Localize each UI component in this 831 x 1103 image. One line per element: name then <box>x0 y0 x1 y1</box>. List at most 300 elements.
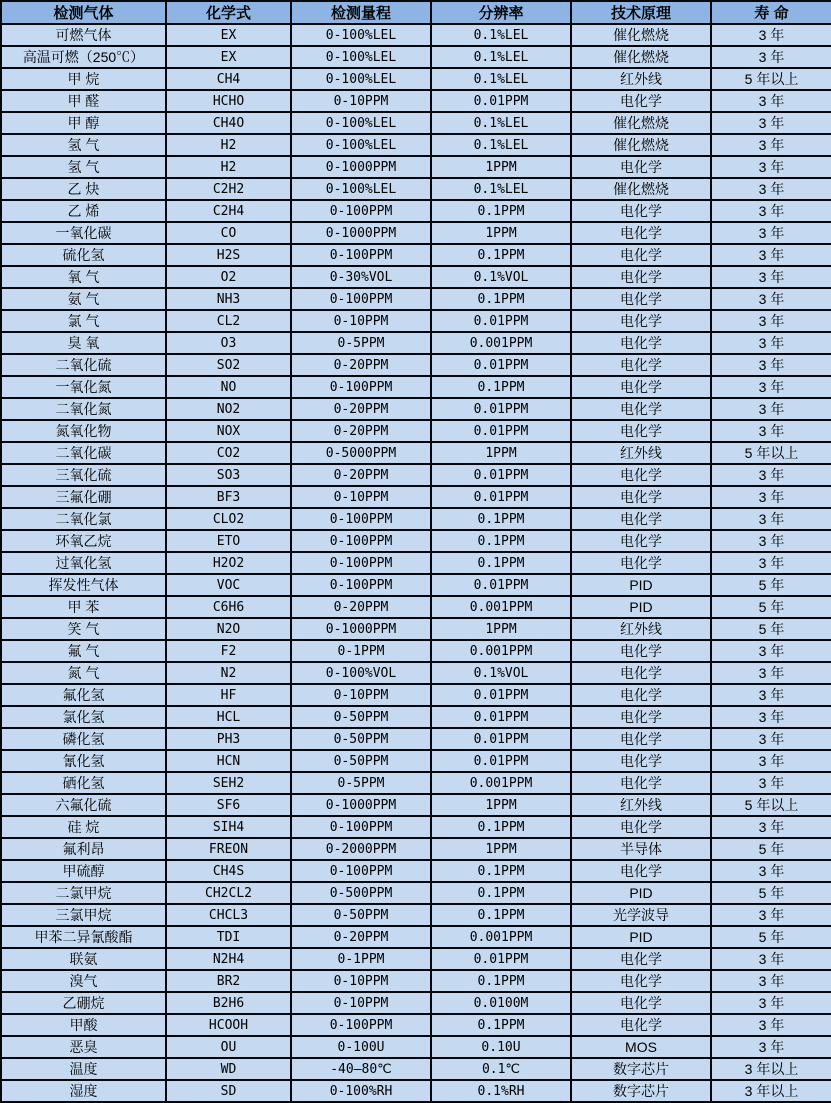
table-cell: 3 年 <box>711 398 831 420</box>
table-cell: 0.001PPM <box>431 332 571 354</box>
table-cell: 3 年 <box>711 266 831 288</box>
table-cell: 3 年以上 <box>711 1058 831 1080</box>
table-cell: 0-100U <box>291 1036 431 1058</box>
table-cell: 电化学 <box>571 420 711 442</box>
table-cell: 催化燃烧 <box>571 24 711 46</box>
table-cell: CLO2 <box>166 508 291 530</box>
table-row <box>1 772 831 794</box>
table-cell: H2S <box>166 244 291 266</box>
table-cell: O3 <box>166 332 291 354</box>
table-cell: 0-10PPM <box>291 684 431 706</box>
table-row <box>1 1036 831 1058</box>
table-cell: HCN <box>166 750 291 772</box>
table-cell: 0-100%LEL <box>291 178 431 200</box>
table-cell: 光学波导 <box>571 904 711 926</box>
table-cell: CO2 <box>166 442 291 464</box>
header-cell-3: 分辨率 <box>431 1 571 24</box>
table-cell: H2 <box>166 134 291 156</box>
table-cell: 0.001PPM <box>431 926 571 948</box>
table-cell: 0.1%LEL <box>431 68 571 90</box>
table-cell: TDI <box>166 926 291 948</box>
table-cell: 0-1PPM <box>291 948 431 970</box>
table-cell: 二氧化氮 <box>1 398 166 420</box>
table-cell: 3 年 <box>711 904 831 926</box>
table-row <box>1 552 831 574</box>
table-cell: 3 年 <box>711 310 831 332</box>
table-cell: 联氨 <box>1 948 166 970</box>
table-cell: 红外线 <box>571 618 711 640</box>
table-cell: 3 年 <box>711 222 831 244</box>
table-cell: N2O <box>166 618 291 640</box>
table-cell: 3 年 <box>711 90 831 112</box>
table-cell: 1PPM <box>431 794 571 816</box>
table-row <box>1 684 831 706</box>
table-cell: 0-100PPM <box>291 508 431 530</box>
table-cell: 电化学 <box>571 200 711 222</box>
table-cell: 氟 气 <box>1 640 166 662</box>
table-cell: 0.10U <box>431 1036 571 1058</box>
table-cell: 0.1%LEL <box>431 178 571 200</box>
table-cell: 0.1PPM <box>431 508 571 530</box>
table-cell: CH4O <box>166 112 291 134</box>
table-cell: 0-100PPM <box>291 244 431 266</box>
table-cell: 3 年 <box>711 46 831 68</box>
table-cell: 电化学 <box>571 464 711 486</box>
table-cell: 0.01PPM <box>431 420 571 442</box>
header-cell-5: 寿 命 <box>711 1 831 24</box>
table-cell: H2 <box>166 156 291 178</box>
table-cell: 溴气 <box>1 970 166 992</box>
table-row <box>1 904 831 926</box>
table-cell: MOS <box>571 1036 711 1058</box>
table-cell: CHCL3 <box>166 904 291 926</box>
table-row <box>1 244 831 266</box>
table-cell: 0-100%RH <box>291 1080 431 1102</box>
table-row <box>1 926 831 948</box>
table-cell: 3 年 <box>711 816 831 838</box>
table-body <box>1 24 831 1102</box>
table-cell: 0-20PPM <box>291 926 431 948</box>
table-cell: C2H4 <box>166 200 291 222</box>
table-cell: 0.1PPM <box>431 860 571 882</box>
table-row <box>1 640 831 662</box>
table-row <box>1 442 831 464</box>
table-cell: -40—80℃ <box>291 1058 431 1080</box>
table-cell: 3 年以上 <box>711 1080 831 1102</box>
table-cell: 六氟化硫 <box>1 794 166 816</box>
table-cell: 5 年以上 <box>711 442 831 464</box>
table-cell: 0.1%VOL <box>431 266 571 288</box>
table-cell: 0.1PPM <box>431 200 571 222</box>
table-cell: 0.1PPM <box>431 530 571 552</box>
table-row <box>1 1080 831 1102</box>
table-cell: PID <box>571 926 711 948</box>
table-cell: 二氯甲烷 <box>1 882 166 904</box>
table-cell: F2 <box>166 640 291 662</box>
table-row <box>1 860 831 882</box>
table-cell: 甲 醇 <box>1 112 166 134</box>
table-cell: 0-100PPM <box>291 1014 431 1036</box>
table-cell: 0-20PPM <box>291 596 431 618</box>
table-cell: 3 年 <box>711 772 831 794</box>
table-cell: ETO <box>166 530 291 552</box>
table-cell: C2H2 <box>166 178 291 200</box>
table-cell: 3 年 <box>711 970 831 992</box>
table-cell: 0-20PPM <box>291 464 431 486</box>
table-cell: 电化学 <box>571 310 711 332</box>
table-cell: 0-50PPM <box>291 750 431 772</box>
table-cell: 氮氧化物 <box>1 420 166 442</box>
table-cell: 0-10PPM <box>291 310 431 332</box>
table-cell: 0.01PPM <box>431 948 571 970</box>
table-cell: 电化学 <box>571 948 711 970</box>
table-cell: 甲 苯 <box>1 596 166 618</box>
table-cell: 电化学 <box>571 552 711 574</box>
table-cell: 0.1%RH <box>431 1080 571 1102</box>
table-cell: 0-100PPM <box>291 552 431 574</box>
table-cell: 3 年 <box>711 948 831 970</box>
table-cell: 0.1PPM <box>431 288 571 310</box>
table-cell: 3 年 <box>711 728 831 750</box>
table-cell: N2 <box>166 662 291 684</box>
table-cell: HF <box>166 684 291 706</box>
table-cell: 0.01PPM <box>431 398 571 420</box>
table-cell: 0-1000PPM <box>291 222 431 244</box>
table-cell: 5 年以上 <box>711 68 831 90</box>
table-cell: BF3 <box>166 486 291 508</box>
table-cell: 3 年 <box>711 750 831 772</box>
table-cell: 5 年 <box>711 574 831 596</box>
table-cell: 0-100%LEL <box>291 112 431 134</box>
table-cell: 电化学 <box>571 772 711 794</box>
table-cell: 3 年 <box>711 376 831 398</box>
table-cell: 0.01PPM <box>431 90 571 112</box>
table-cell: 0.1%LEL <box>431 24 571 46</box>
table-cell: 磷化氢 <box>1 728 166 750</box>
table-cell: 0-100PPM <box>291 530 431 552</box>
table-cell: 笑 气 <box>1 618 166 640</box>
table-cell: 乙 炔 <box>1 178 166 200</box>
table-cell: 0-100PPM <box>291 288 431 310</box>
table-cell: PID <box>571 882 711 904</box>
table-cell: 电化学 <box>571 1014 711 1036</box>
table-cell: 硅 烷 <box>1 816 166 838</box>
table-cell: 0-20PPM <box>291 398 431 420</box>
table-cell: 电化学 <box>571 684 711 706</box>
table-cell: 0.01PPM <box>431 310 571 332</box>
table-cell: 红外线 <box>571 442 711 464</box>
table-row <box>1 508 831 530</box>
table-cell: 电化学 <box>571 706 711 728</box>
table-cell: HCHO <box>166 90 291 112</box>
table-cell: SEH2 <box>166 772 291 794</box>
table-cell: 0.01PPM <box>431 574 571 596</box>
table-cell: 0.001PPM <box>431 640 571 662</box>
table-cell: 0-500PPM <box>291 882 431 904</box>
table-cell: 1PPM <box>431 156 571 178</box>
table-cell: WD <box>166 1058 291 1080</box>
table-row <box>1 112 831 134</box>
table-cell: 3 年 <box>711 178 831 200</box>
table-cell: NO2 <box>166 398 291 420</box>
table-cell: 电化学 <box>571 332 711 354</box>
table-cell: 氢 气 <box>1 134 166 156</box>
table-cell: 0-20PPM <box>291 420 431 442</box>
table-cell: 5 年 <box>711 882 831 904</box>
table-cell: 催化燃烧 <box>571 178 711 200</box>
table-cell: SF6 <box>166 794 291 816</box>
header-cell-4: 技术原理 <box>571 1 711 24</box>
table-cell: NH3 <box>166 288 291 310</box>
table-cell: 臭 氧 <box>1 332 166 354</box>
table-cell: 0-100PPM <box>291 574 431 596</box>
table-cell: NO <box>166 376 291 398</box>
table-row <box>1 288 831 310</box>
table-cell: 氟利昂 <box>1 838 166 860</box>
table-cell: 电化学 <box>571 266 711 288</box>
table-cell: CH2CL2 <box>166 882 291 904</box>
table-cell: 3 年 <box>711 112 831 134</box>
table-cell: 数字芯片 <box>571 1058 711 1080</box>
table-cell: 氯 气 <box>1 310 166 332</box>
table-cell: 电化学 <box>571 90 711 112</box>
table-cell: 0-10PPM <box>291 970 431 992</box>
table-cell: 5 年 <box>711 618 831 640</box>
table-row <box>1 618 831 640</box>
table-cell: HCOOH <box>166 1014 291 1036</box>
table-cell: 0.01PPM <box>431 750 571 772</box>
table-cell: 0.001PPM <box>431 772 571 794</box>
table-cell: 0-5PPM <box>291 332 431 354</box>
table-cell: 0-100PPM <box>291 376 431 398</box>
table-cell: 0.1PPM <box>431 244 571 266</box>
table-cell: FREON <box>166 838 291 860</box>
table-cell: C6H6 <box>166 596 291 618</box>
table-row <box>1 948 831 970</box>
table-cell: 甲 醛 <box>1 90 166 112</box>
table-cell: 电化学 <box>571 640 711 662</box>
table-cell: 3 年 <box>711 662 831 684</box>
table-cell: 0.1%LEL <box>431 46 571 68</box>
table-cell: 电化学 <box>571 750 711 772</box>
table-row <box>1 596 831 618</box>
table-row <box>1 222 831 244</box>
table-cell: 0.1PPM <box>431 816 571 838</box>
table-cell: 3 年 <box>711 288 831 310</box>
table-cell: PID <box>571 574 711 596</box>
table-cell: 3 年 <box>711 464 831 486</box>
table-cell: 0.1PPM <box>431 552 571 574</box>
table-cell: 0-1000PPM <box>291 156 431 178</box>
table-row <box>1 728 831 750</box>
table-cell: 5 年以上 <box>711 794 831 816</box>
table-cell: 电化学 <box>571 244 711 266</box>
table-cell: 一氧化碳 <box>1 222 166 244</box>
table-cell: 半导体 <box>571 838 711 860</box>
table-cell: CO <box>166 222 291 244</box>
table-cell: 0.001PPM <box>431 596 571 618</box>
table-cell: 二氧化碳 <box>1 442 166 464</box>
table-cell: 3 年 <box>711 1036 831 1058</box>
table-row <box>1 134 831 156</box>
table-row <box>1 992 831 1014</box>
table-cell: BR2 <box>166 970 291 992</box>
table-cell: 0.01PPM <box>431 728 571 750</box>
table-cell: 0-100PPM <box>291 860 431 882</box>
table-cell: 硫化氢 <box>1 244 166 266</box>
header-cell-0: 检测气体 <box>1 1 166 24</box>
table-cell: 电化学 <box>571 992 711 1014</box>
table-cell: 1PPM <box>431 838 571 860</box>
table-cell: 1PPM <box>431 442 571 464</box>
table-cell: 硒化氢 <box>1 772 166 794</box>
table-cell: 0.1%LEL <box>431 112 571 134</box>
table-row <box>1 332 831 354</box>
table-cell: 0-5000PPM <box>291 442 431 464</box>
table-row <box>1 816 831 838</box>
table-cell: 氮 气 <box>1 662 166 684</box>
table-cell: CH4S <box>166 860 291 882</box>
table-cell: OU <box>166 1036 291 1058</box>
table-row <box>1 200 831 222</box>
table-cell: 电化学 <box>571 728 711 750</box>
table-cell: 3 年 <box>711 640 831 662</box>
table-cell: SO2 <box>166 354 291 376</box>
table-cell: 氟化氢 <box>1 684 166 706</box>
table-cell: 电化学 <box>571 662 711 684</box>
table-cell: 0-1000PPM <box>291 794 431 816</box>
table-cell: 湿度 <box>1 1080 166 1102</box>
table-cell: H2O2 <box>166 552 291 574</box>
table-cell: 0.1PPM <box>431 904 571 926</box>
table-cell: 3 年 <box>711 420 831 442</box>
table-cell: 三氯甲烷 <box>1 904 166 926</box>
table-cell: 3 年 <box>711 156 831 178</box>
table-cell: 3 年 <box>711 244 831 266</box>
table-cell: 0-100PPM <box>291 200 431 222</box>
table-row <box>1 398 831 420</box>
table-cell: 0-100%LEL <box>291 46 431 68</box>
table-cell: 3 年 <box>711 24 831 46</box>
table-cell: PID <box>571 596 711 618</box>
table-cell: 0.1PPM <box>431 376 571 398</box>
table-cell: 0.01PPM <box>431 706 571 728</box>
table-cell: PH3 <box>166 728 291 750</box>
table-cell: SIH4 <box>166 816 291 838</box>
table-cell: 氰化氢 <box>1 750 166 772</box>
table-cell: 电化学 <box>571 816 711 838</box>
table-row <box>1 68 831 90</box>
table-cell: NOX <box>166 420 291 442</box>
table-row <box>1 46 831 68</box>
table-cell: 催化燃烧 <box>571 46 711 68</box>
table-cell: CL2 <box>166 310 291 332</box>
table-cell: 可燃气体 <box>1 24 166 46</box>
table-cell: 3 年 <box>711 860 831 882</box>
table-cell: 二氧化硫 <box>1 354 166 376</box>
table-cell: 红外线 <box>571 68 711 90</box>
table-row <box>1 266 831 288</box>
table-cell: 0-10PPM <box>291 486 431 508</box>
table-cell: 甲酸 <box>1 1014 166 1036</box>
table-row <box>1 794 831 816</box>
table-cell: 电化学 <box>571 288 711 310</box>
table-cell: 催化燃烧 <box>571 134 711 156</box>
table-row <box>1 1014 831 1036</box>
table-cell: N2H4 <box>166 948 291 970</box>
table-cell: 0-1000PPM <box>291 618 431 640</box>
table-row <box>1 662 831 684</box>
table-cell: 二氧化氯 <box>1 508 166 530</box>
table-cell: 氯化氢 <box>1 706 166 728</box>
table-cell: 氨 气 <box>1 288 166 310</box>
table-cell: SO3 <box>166 464 291 486</box>
table-cell: EX <box>166 46 291 68</box>
table-cell: 3 年 <box>711 486 831 508</box>
table-cell: 三氟化硼 <box>1 486 166 508</box>
table-cell: 电化学 <box>571 354 711 376</box>
table-cell: 5 年 <box>711 838 831 860</box>
table-cell: 3 年 <box>711 200 831 222</box>
table-cell: 0-50PPM <box>291 706 431 728</box>
table-cell: 氧 气 <box>1 266 166 288</box>
table-cell: 甲 烷 <box>1 68 166 90</box>
table-cell: HCL <box>166 706 291 728</box>
table-row <box>1 530 831 552</box>
table-cell: 0.1PPM <box>431 882 571 904</box>
table-row <box>1 706 831 728</box>
table-cell: 电化学 <box>571 508 711 530</box>
table-cell: 催化燃烧 <box>571 112 711 134</box>
table-cell: 0.1%LEL <box>431 134 571 156</box>
table-row <box>1 574 831 596</box>
table-cell: 3 年 <box>711 992 831 1014</box>
table-cell: 环氧乙烷 <box>1 530 166 552</box>
table-cell: 数字芯片 <box>571 1080 711 1102</box>
table-cell: EX <box>166 24 291 46</box>
table-cell: 电化学 <box>571 398 711 420</box>
table-cell: 0.1%VOL <box>431 662 571 684</box>
table-cell: 0-100%LEL <box>291 134 431 156</box>
table-row <box>1 156 831 178</box>
table-cell: 0.01PPM <box>431 486 571 508</box>
table-cell: 3 年 <box>711 508 831 530</box>
table-cell: 甲苯二异氰酸酯 <box>1 926 166 948</box>
table-cell: 红外线 <box>571 794 711 816</box>
table-cell: VOC <box>166 574 291 596</box>
table-cell: 3 年 <box>711 1014 831 1036</box>
table-cell: 一氧化氮 <box>1 376 166 398</box>
table-cell: 3 年 <box>711 552 831 574</box>
table-cell: SD <box>166 1080 291 1102</box>
table-cell: 恶臭 <box>1 1036 166 1058</box>
table-row <box>1 420 831 442</box>
table-cell: 电化学 <box>571 376 711 398</box>
table-cell: 甲硫醇 <box>1 860 166 882</box>
table-cell: 氢 气 <box>1 156 166 178</box>
table-cell: 电化学 <box>571 970 711 992</box>
table-cell: 0-100%VOL <box>291 662 431 684</box>
table-row <box>1 486 831 508</box>
header-row <box>1 1 831 24</box>
table-cell: 三氧化硫 <box>1 464 166 486</box>
table-cell: 0-1PPM <box>291 640 431 662</box>
table-cell: 乙硼烷 <box>1 992 166 1014</box>
table-cell: 0.0100M <box>431 992 571 1014</box>
table-row <box>1 970 831 992</box>
table-cell: 电化学 <box>571 860 711 882</box>
table-cell: 3 年 <box>711 706 831 728</box>
